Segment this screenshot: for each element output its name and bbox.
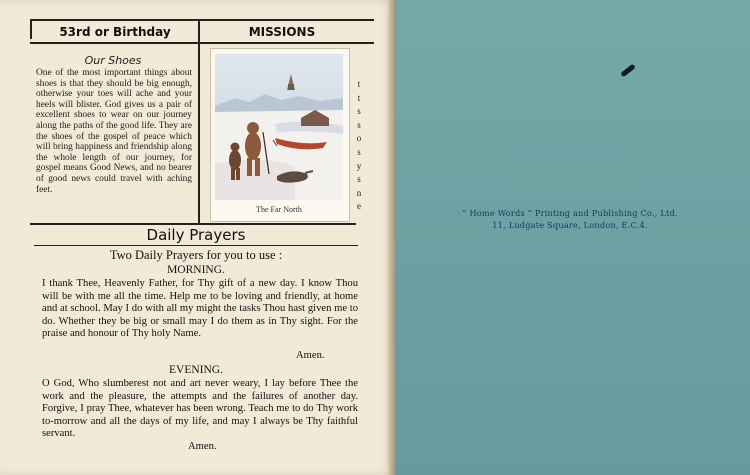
side-letter: s xyxy=(357,119,361,130)
daily-prayers-title: Daily Prayers xyxy=(146,226,246,244)
heading-underline-left xyxy=(30,42,198,44)
daily-prayers-intro: Two Daily Prayers for you to use : xyxy=(109,248,283,262)
side-letter: t xyxy=(357,79,361,89)
prayers-title-underline xyxy=(34,245,358,246)
side-letter: s xyxy=(357,106,361,117)
side-letter-column xyxy=(352,78,366,214)
top-rule xyxy=(30,19,374,21)
evening-amen: Amen. xyxy=(188,441,217,452)
side-letter: y xyxy=(356,160,362,171)
publisher-imprint-line1: “ Home Words ” Printing and Publishing Co., Ltd. xyxy=(462,208,678,218)
center-rule xyxy=(198,19,200,223)
shoes-body-text: One of the most important things about shoes is that they should be big enough, otherwise your toes will ache and your heels will blister. God gives us a pair of excellent shoes to wear on our journey along the paths of the good life. They are the shoes of the gospel of peace which will bring happiness and friendship along the whole length of our journey, for gospel means Good News, and no bearer of good news could travel with aching feet. xyxy=(36,68,192,195)
missions-heading: MISSIONS xyxy=(248,25,316,39)
evening-prayer-text: O God, Who slumberest not and art never weary, I lay before Thee the work and the pleasure, the attempts and the failures of another day. Forgive, I pray Thee, whatever has been wrong. Teach me to do Thy work to-morrow and all the days of my life, and may I always be Thy faithful servant. xyxy=(42,378,358,440)
side-letter: o xyxy=(356,133,362,144)
morning-prayer-text: I thank Thee, Heavenly Father, for Thy gift of a new day. I know Thou will be with me all the time. Help me to be loving and friendly, at home and at school. May I do with all my might the tasks Thou hast given me to do. Whether they be big or small may I do them as in Thy sight. For the praise and honour of Thy holy Name. xyxy=(42,278,358,340)
far-north-illustration xyxy=(215,54,343,200)
box-bottom-rule xyxy=(30,223,356,225)
morning-amen: Amen. xyxy=(296,350,325,361)
heading-underline-right xyxy=(198,42,374,44)
birthday-heading: 53rd or Birthday xyxy=(59,25,171,39)
side-letter: s xyxy=(357,174,361,185)
side-letter: t xyxy=(357,92,361,103)
morning-heading: MORNING. xyxy=(167,264,225,276)
picture-caption: The Far North xyxy=(256,205,302,214)
side-letter: e xyxy=(357,201,361,212)
evening-heading: EVENING. xyxy=(169,364,223,376)
side-letter: s xyxy=(357,146,361,157)
book-spine xyxy=(388,0,396,475)
right-cover-page xyxy=(394,0,750,475)
side-letter: n xyxy=(356,187,362,198)
publisher-imprint-line2: 11, Ludgate Square, London, E.C.4. xyxy=(492,220,648,230)
shoes-title: Our Shoes xyxy=(84,54,142,67)
